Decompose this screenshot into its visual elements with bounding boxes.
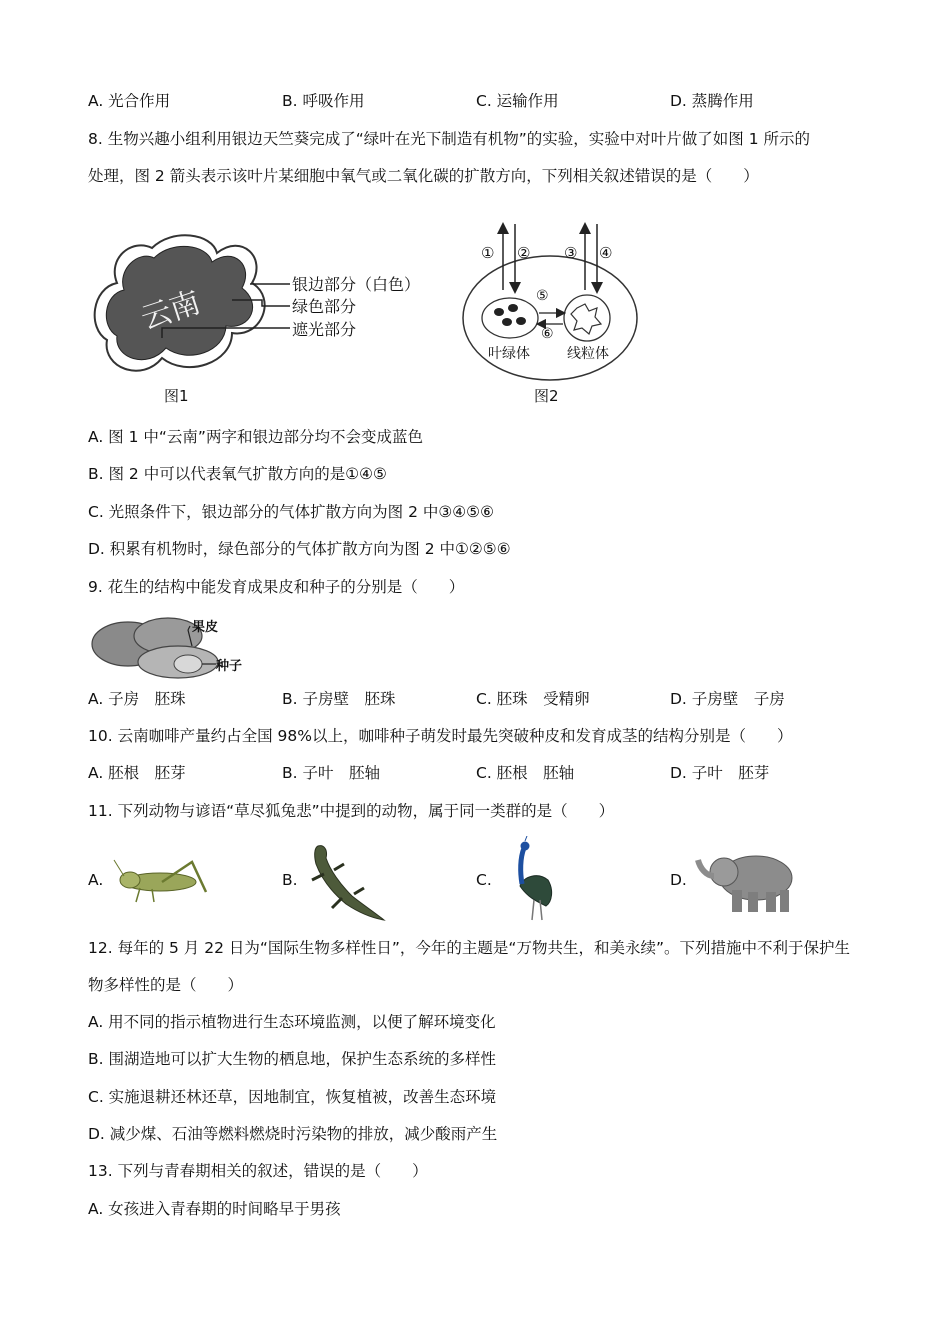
peanut-figure [88, 610, 258, 682]
q7-option-d: D. 蒸腾作用 [670, 92, 754, 110]
q13-option-a: A. 女孩进入青春期的时间略早于男孩 [88, 1200, 341, 1218]
q8-figure-1 [92, 228, 432, 408]
arrow-label-5: ⑤ [536, 288, 549, 304]
fig1-caption: 图1 [164, 387, 189, 405]
q10-option-a: A. 胚根 胚芽 [88, 764, 186, 782]
fig1-label-silver-edge: 银边部分（白色） [292, 275, 421, 294]
q9-option-b: B. 子房壁 胚珠 [282, 690, 396, 708]
q7-option-a: A. 光合作用 [88, 92, 171, 110]
q11-stem: 11. 下列动物与谚语“草尽狐兔悲”中提到的动物，属于同一类群的是（ ） [88, 802, 615, 820]
q9-option-a: A. 子房 胚珠 [88, 690, 186, 708]
arrow-label-6: ⑥ [541, 326, 554, 342]
fig1-label-green-part: 绿色部分 [292, 297, 357, 316]
q8-option-a: A. 图 1 中“云南”两字和银边部分均不会变成蓝色 [88, 428, 423, 446]
fig2-caption: 图2 [534, 387, 559, 405]
grasshopper-image [110, 852, 220, 910]
q8-option-d: D. 积累有机物时，绿色部分的气体扩散方向为图 2 中①②⑤⑥ [88, 540, 511, 558]
q7-option-b: B. 呼吸作用 [282, 92, 365, 110]
q11-option-a: A. [88, 871, 104, 889]
q12-option-d: D. 减少煤、石油等燃料燃烧时污染物的排放，减少酸雨产生 [88, 1125, 498, 1143]
q11-option-b: B. [282, 871, 298, 889]
fig1-label-shaded-part: 遮光部分 [292, 320, 357, 339]
q8-stem-line1: 8. 生物兴趣小组利用银边天竺葵完成了“绿叶在光下制造有机物”的实验，实验中对叶片做了如图 1 所示的 [88, 130, 810, 148]
peanut-label-seed: 种子 [216, 659, 243, 674]
chloroplast-label: 叶绿体 [488, 346, 530, 362]
arrow-label-4: ④ [599, 244, 613, 262]
q8-stem-line2: 处理，图 2 箭头表示该叶片某细胞中氧气或二氧化碳的扩散方向，下列相关叙述错误的是（ ） [88, 167, 759, 185]
peacock-image [498, 836, 558, 924]
q10-option-b: B. 子叶 胚轴 [282, 764, 380, 782]
arrow-label-2: ② [517, 244, 531, 262]
q12-stem-line1: 12. 每年的 5 月 22 日为“国际生物多样性日”，今年的主题是“万物共生，和美永续”。下列措施中不利于保护生 [88, 939, 850, 957]
q11-option-d: D. [670, 871, 687, 889]
q9-stem: 9. 花生的结构中能发育成果皮和种子的分别是（ ） [88, 578, 465, 596]
arrow-label-3: ③ [564, 244, 578, 262]
elephant-image [692, 846, 802, 916]
q7-option-c: C. 运输作用 [476, 92, 559, 110]
q8-option-b: B. 图 2 中可以代表氧气扩散方向的是①④⑤ [88, 465, 387, 483]
crocodile-image [296, 840, 388, 926]
q9-option-d: D. 子房壁 子房 [670, 690, 785, 708]
q10-option-d: D. 子叶 胚芽 [670, 764, 770, 782]
q10-stem: 10. 云南咖啡产量约占全国 98%以上，咖啡种子萌发时最先突破种皮和发育成茎的结构分别是（ ） [88, 727, 793, 745]
q10-option-c: C. 胚根 胚轴 [476, 764, 575, 782]
arrow-label-1: ① [481, 244, 495, 262]
mitochondria-label: 线粒体 [567, 346, 609, 362]
q8-figure-2 [455, 218, 645, 408]
q12-option-b: B. 围湖造地可以扩大生物的栖息地，保护生态系统的多样性 [88, 1050, 496, 1068]
q12-option-a: A. 用不同的指示植物进行生态环境监测，以便了解环境变化 [88, 1013, 496, 1031]
q12-option-c: C. 实施退耕还林还草，因地制宜，恢复植被，改善生态环境 [88, 1088, 497, 1106]
q12-stem-line2: 物多样性的是（ ） [88, 976, 244, 994]
peanut-label-pericarp: 果皮 [192, 620, 219, 635]
q11-option-c: C. [476, 871, 492, 889]
q8-option-c: C. 光照条件下，银边部分的气体扩散方向为图 2 中③④⑤⑥ [88, 503, 494, 521]
leaf-text: 云南 [136, 285, 205, 337]
q13-stem: 13. 下列与青春期相关的叙述，错误的是（ ） [88, 1162, 428, 1180]
q9-option-c: C. 胚珠 受精卵 [476, 690, 590, 708]
